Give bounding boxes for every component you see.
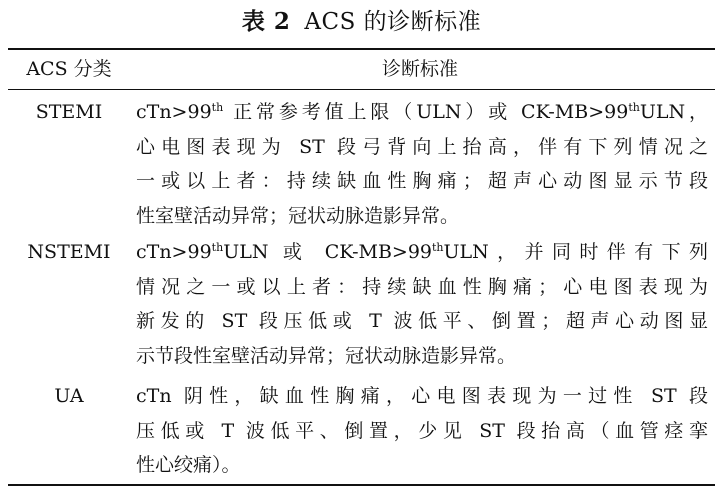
criteria-line: 性室壁活动异常；冠状动脉造影异常。	[136, 204, 460, 227]
table-top-rule	[8, 48, 715, 50]
criteria-line: 压低或 T 波低平、倒置，少见 ST 段抬高（血管痉挛	[136, 419, 708, 442]
superscript-th: th	[211, 101, 224, 114]
superscript-th: th	[628, 101, 640, 114]
table-bottom-rule	[8, 484, 715, 486]
superscript-th: th	[432, 241, 444, 254]
criteria-line: 一或以上者：持续缺血性胸痛；超声心动图显示节段	[136, 170, 708, 192]
superscript-th: th	[211, 241, 224, 254]
criteria-line: 性心绞痛）。	[136, 454, 241, 476]
table-caption	[0, 6, 723, 38]
row-criteria	[136, 95, 708, 233]
table-number: 表 2	[241, 8, 291, 35]
table-header-rule	[8, 89, 715, 90]
criteria-line: 示节段性室壁活动异常；冠状动脉造影异常。	[136, 344, 517, 367]
header-diagnostic-criteria: 诊断标准	[381, 58, 458, 80]
criteria-line: 情况之一或以上者：持续缺血性胸痛；心电图表现为	[136, 275, 708, 298]
criteria-line: cTn>99thULN 或 CK-MB>99thULN，并同时伴有下列	[136, 241, 708, 263]
row-type: UA	[54, 385, 84, 407]
row-criteria	[136, 379, 708, 483]
row-type: NSTEMI	[27, 241, 111, 263]
row-type: STEMI	[35, 101, 103, 123]
table-title: ACS 的诊断标准	[304, 9, 482, 35]
row-criteria	[136, 235, 708, 373]
criteria-line: 新发的 ST 段压低或 T 波低平、倒置；超声心动图显	[136, 310, 708, 332]
criteria-line: 心电图表现为 ST 段弓背向上抬高，伴有下列情况之	[136, 135, 708, 158]
criteria-line: cTn>99th 正常参考值上限（ULN）或 CK-MB>99thULN，	[136, 101, 708, 123]
criteria-line: cTn 阴性，缺血性胸痛，心电图表现为一过性 ST 段	[136, 385, 708, 407]
header-acs-category: ACS 分类	[26, 58, 112, 80]
